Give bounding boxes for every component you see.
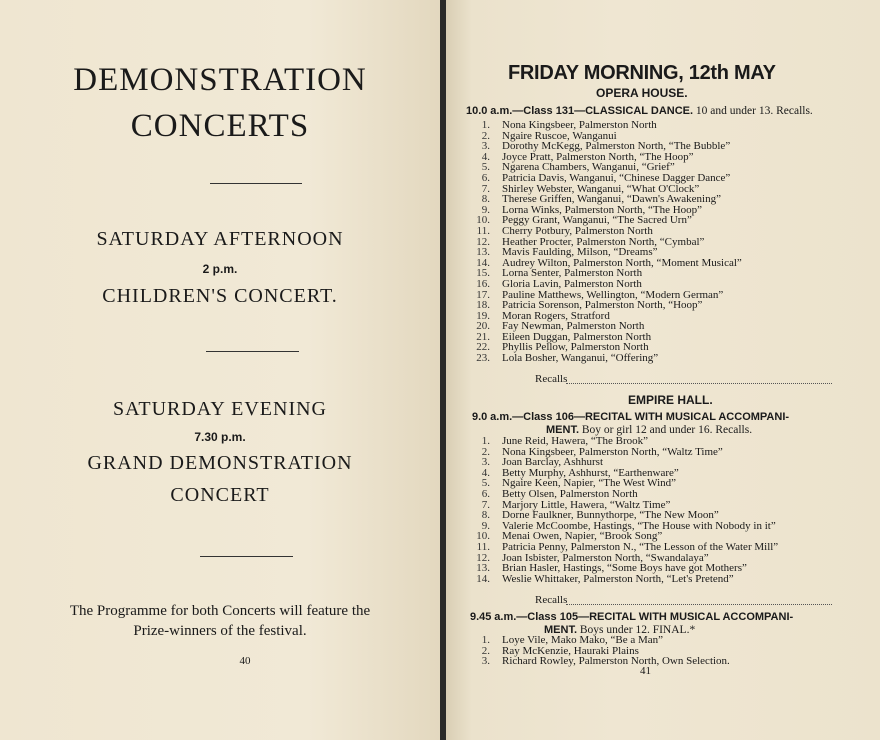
divider-rule xyxy=(200,556,293,557)
list-item xyxy=(468,436,868,447)
entry-text: Ray McKenzie, Hauraki Plains xyxy=(502,644,639,657)
entry-text: Nona Kingsbeer, Palmerston North, “Waltz Time” xyxy=(502,445,723,458)
entry-text: Betty Murphy, Ashhurst, “Earthenware” xyxy=(502,466,679,479)
entry-text: Heather Procter, Palmerston North, “Cymbal” xyxy=(502,235,705,248)
recalls-dotted-line xyxy=(566,604,832,605)
list-item xyxy=(468,279,868,290)
entry-number: 3. xyxy=(481,140,490,153)
entry-number: 2. xyxy=(481,445,490,458)
class-heading xyxy=(472,411,872,437)
entry-list xyxy=(468,120,868,364)
entry-text: Ngaire Ruscoe, Wanganui xyxy=(502,129,617,142)
recalls-dotted-line xyxy=(566,383,832,384)
divider-rule xyxy=(206,351,299,352)
afternoon-heading: SATURDAY AFTERNOON xyxy=(96,228,344,250)
page-title: FRIDAY MORNING, 12th MAY xyxy=(508,62,776,84)
entry-text: Patricia Sorenson, Palmerston North, “Hoop” xyxy=(502,299,703,312)
evening-heading: SATURDAY EVENING xyxy=(113,398,327,420)
entry-text: Dorne Faulkner, Bunnythorpe, “The New Moon” xyxy=(502,509,719,522)
entry-list xyxy=(468,436,868,584)
entry-text: Fay Newman, Palmerston North xyxy=(502,320,645,333)
entry-number: 4. xyxy=(481,466,490,479)
class-description: Boys under 12. FINAL.* xyxy=(579,624,696,636)
entry-number: 22. xyxy=(476,341,490,354)
list-item xyxy=(468,656,868,667)
afternoon-time: 2 p.m. xyxy=(202,262,238,276)
entry-list xyxy=(468,635,868,667)
entry-number: 6. xyxy=(481,171,490,184)
class-title: a.m.—Class 105—RECITAL WITH MUSICAL ACCOMPANI- xyxy=(494,611,794,623)
evening-concert-line1: GRAND DEMONSTRATION xyxy=(87,452,353,474)
entry-text: Joyce Pratt, Palmerston North, “The Hoop” xyxy=(502,150,694,163)
entry-text: Ngarena Chambers, Wanganui, “Grief” xyxy=(502,161,675,174)
entry-number: 15. xyxy=(476,267,490,280)
entry-number: 21. xyxy=(476,330,490,343)
entry-number: 14. xyxy=(476,572,490,585)
entry-text: Lorna Senter, Palmerston North xyxy=(502,267,643,280)
entry-number: 3. xyxy=(481,456,490,469)
entry-number: 12. xyxy=(476,235,490,248)
entry-number: 6. xyxy=(481,487,490,500)
entry-text: Eileen Duggan, Palmerston North xyxy=(502,330,652,343)
class-description: 10 and under 13. Recalls. xyxy=(695,105,813,117)
venue-heading: OPERA HOUSE. xyxy=(596,86,688,100)
entry-text: Weslie Whittaker, Palmerston North, “Let's Pretend” xyxy=(502,572,734,585)
entry-number: 13. xyxy=(476,562,490,575)
entry-number: 9. xyxy=(481,203,490,216)
entry-number: 5. xyxy=(481,477,490,490)
entry-text: Cherry Potbury, Palmerston North xyxy=(502,224,653,237)
title-line2: CONCERTS xyxy=(130,108,310,144)
entry-number: 5. xyxy=(481,161,490,174)
entry-text: Joan Isbister, Palmerston North, “Swandalaya” xyxy=(502,551,709,564)
entry-number: 1. xyxy=(481,435,490,447)
divider-rule xyxy=(210,183,302,184)
list-item xyxy=(468,353,868,364)
class-time: 9.45 xyxy=(470,611,492,623)
recalls-label: Recalls xyxy=(535,594,568,606)
list-item xyxy=(468,574,868,585)
entry-text: Lola Bosher, Wanganui, “Offering” xyxy=(502,352,659,365)
entry-text: Betty Olsen, Palmerston North xyxy=(502,487,638,500)
entry-text: Ngaire Keen, Napier, “The West Wind” xyxy=(502,477,677,490)
entry-number: 4. xyxy=(481,150,490,163)
list-item xyxy=(468,635,868,646)
entry-number: 19. xyxy=(476,309,490,322)
class-title: a.m.—Class 131—CLASSICAL DANCE. xyxy=(490,105,694,117)
entry-number: 10. xyxy=(476,530,490,543)
entry-number: 18. xyxy=(476,299,490,312)
entry-text: Richard Rowley, Palmerston North, Own Selection. xyxy=(502,655,730,668)
class-time: 9.0 xyxy=(472,411,488,423)
entry-number: 17. xyxy=(476,288,490,301)
venue-heading: EMPIRE HALL. xyxy=(628,393,713,407)
entry-text: Brian Hasler, Hastings, “Some Boys have got Mothers” xyxy=(502,562,747,575)
afternoon-concert: CHILDREN'S CONCERT. xyxy=(102,285,338,307)
class-title-cont: MENT. xyxy=(546,424,579,436)
class-heading xyxy=(466,105,876,118)
entry-text: Pauline Matthews, Wellington, “Modern German” xyxy=(502,288,724,301)
entry-number: 16. xyxy=(476,277,490,290)
page-number: 41 xyxy=(640,665,651,677)
entry-text: Lorna Winks, Palmerston North, “The Hoop” xyxy=(502,203,703,216)
footer-line1: The Programme for both Concerts will feature the xyxy=(69,603,371,619)
entry-number: 11. xyxy=(476,540,490,553)
entry-text: Dorothy McKegg, Palmerston North, “The Bubble” xyxy=(502,140,731,153)
list-item xyxy=(468,489,868,500)
class-description: Boy or girl 12 and under 16. Recalls. xyxy=(581,424,753,436)
class-title: a.m.—Class 106—RECITAL WITH MUSICAL ACCOMPANI- xyxy=(490,411,790,423)
entry-text: Menai Owen, Napier, “Brook Song” xyxy=(502,530,663,543)
class-time: 10.0 xyxy=(466,105,488,117)
entry-number: 9. xyxy=(481,519,490,532)
entry-number: 7. xyxy=(481,182,490,195)
entry-number: 7. xyxy=(481,498,490,511)
entry-number: 23. xyxy=(476,352,490,365)
entry-number: 20. xyxy=(476,320,490,333)
entry-text: Gloria Lavin, Palmerston North xyxy=(502,277,642,290)
class-title-cont: MENT. xyxy=(544,624,577,636)
entry-number: 3. xyxy=(481,655,490,668)
entry-text: Mavis Faulding, Milson, “Dreams” xyxy=(502,246,658,259)
page-number: 40 xyxy=(239,655,251,667)
right-page xyxy=(446,0,880,740)
entry-number: 2. xyxy=(481,129,490,142)
entry-text: June Reid, Hawera, “The Brook” xyxy=(502,435,649,447)
footer-line2: Prize-winners of the festival. xyxy=(133,623,307,639)
entry-text: Shirley Webster, Wanganui, “What O'Clock” xyxy=(502,182,700,195)
entry-text: Phyllis Pellow, Palmerston North xyxy=(502,341,649,354)
list-item xyxy=(468,226,868,237)
entry-text: Nona Kingsbeer, Palmerston North xyxy=(502,119,657,131)
entry-text: Moran Rogers, Stratford xyxy=(502,309,610,322)
entry-text: Therese Griffen, Wanganui, “Dawn's Awakening” xyxy=(502,193,721,206)
entry-text: Loye Vile, Mako Mako, “Be a Man” xyxy=(502,634,664,646)
entry-number: 12. xyxy=(476,551,490,564)
entry-number: 2. xyxy=(481,644,490,657)
entry-number: 10. xyxy=(476,214,490,227)
entry-number: 14. xyxy=(476,256,490,269)
list-item xyxy=(468,120,868,131)
recalls-label: Recalls xyxy=(535,373,568,385)
evening-concert-line2: CONCERT xyxy=(170,484,270,506)
list-item xyxy=(468,173,868,184)
entry-text: Marjory Little, Hawera, “Waltz Time” xyxy=(502,498,671,511)
evening-time: 7.30 p.m. xyxy=(194,430,246,444)
entry-number: 8. xyxy=(481,509,490,522)
title-line1: DEMONSTRATION xyxy=(73,62,367,98)
entry-text: Audrey Wilton, Palmerston North, “Moment Musical” xyxy=(502,256,742,269)
list-item xyxy=(468,542,868,553)
entry-text: Valerie McCoombe, Hastings, “The House with Nobody in it” xyxy=(502,519,776,532)
entry-number: 1. xyxy=(481,119,490,131)
entry-text: Peggy Grant, Wanganui, “The Sacred Urn” xyxy=(502,214,692,227)
entry-number: 1. xyxy=(481,634,490,646)
entry-number: 13. xyxy=(476,246,490,259)
entry-number: 11. xyxy=(476,224,490,237)
entry-text: Patricia Penny, Palmerston N., “The Lesson of the Water Mill” xyxy=(502,540,779,553)
entry-text: Patricia Davis, Wanganui, “Chinese Dagger Dance” xyxy=(502,171,731,184)
entry-number: 8. xyxy=(481,193,490,206)
entry-text: Joan Barclay, Ashhurst xyxy=(502,456,604,469)
